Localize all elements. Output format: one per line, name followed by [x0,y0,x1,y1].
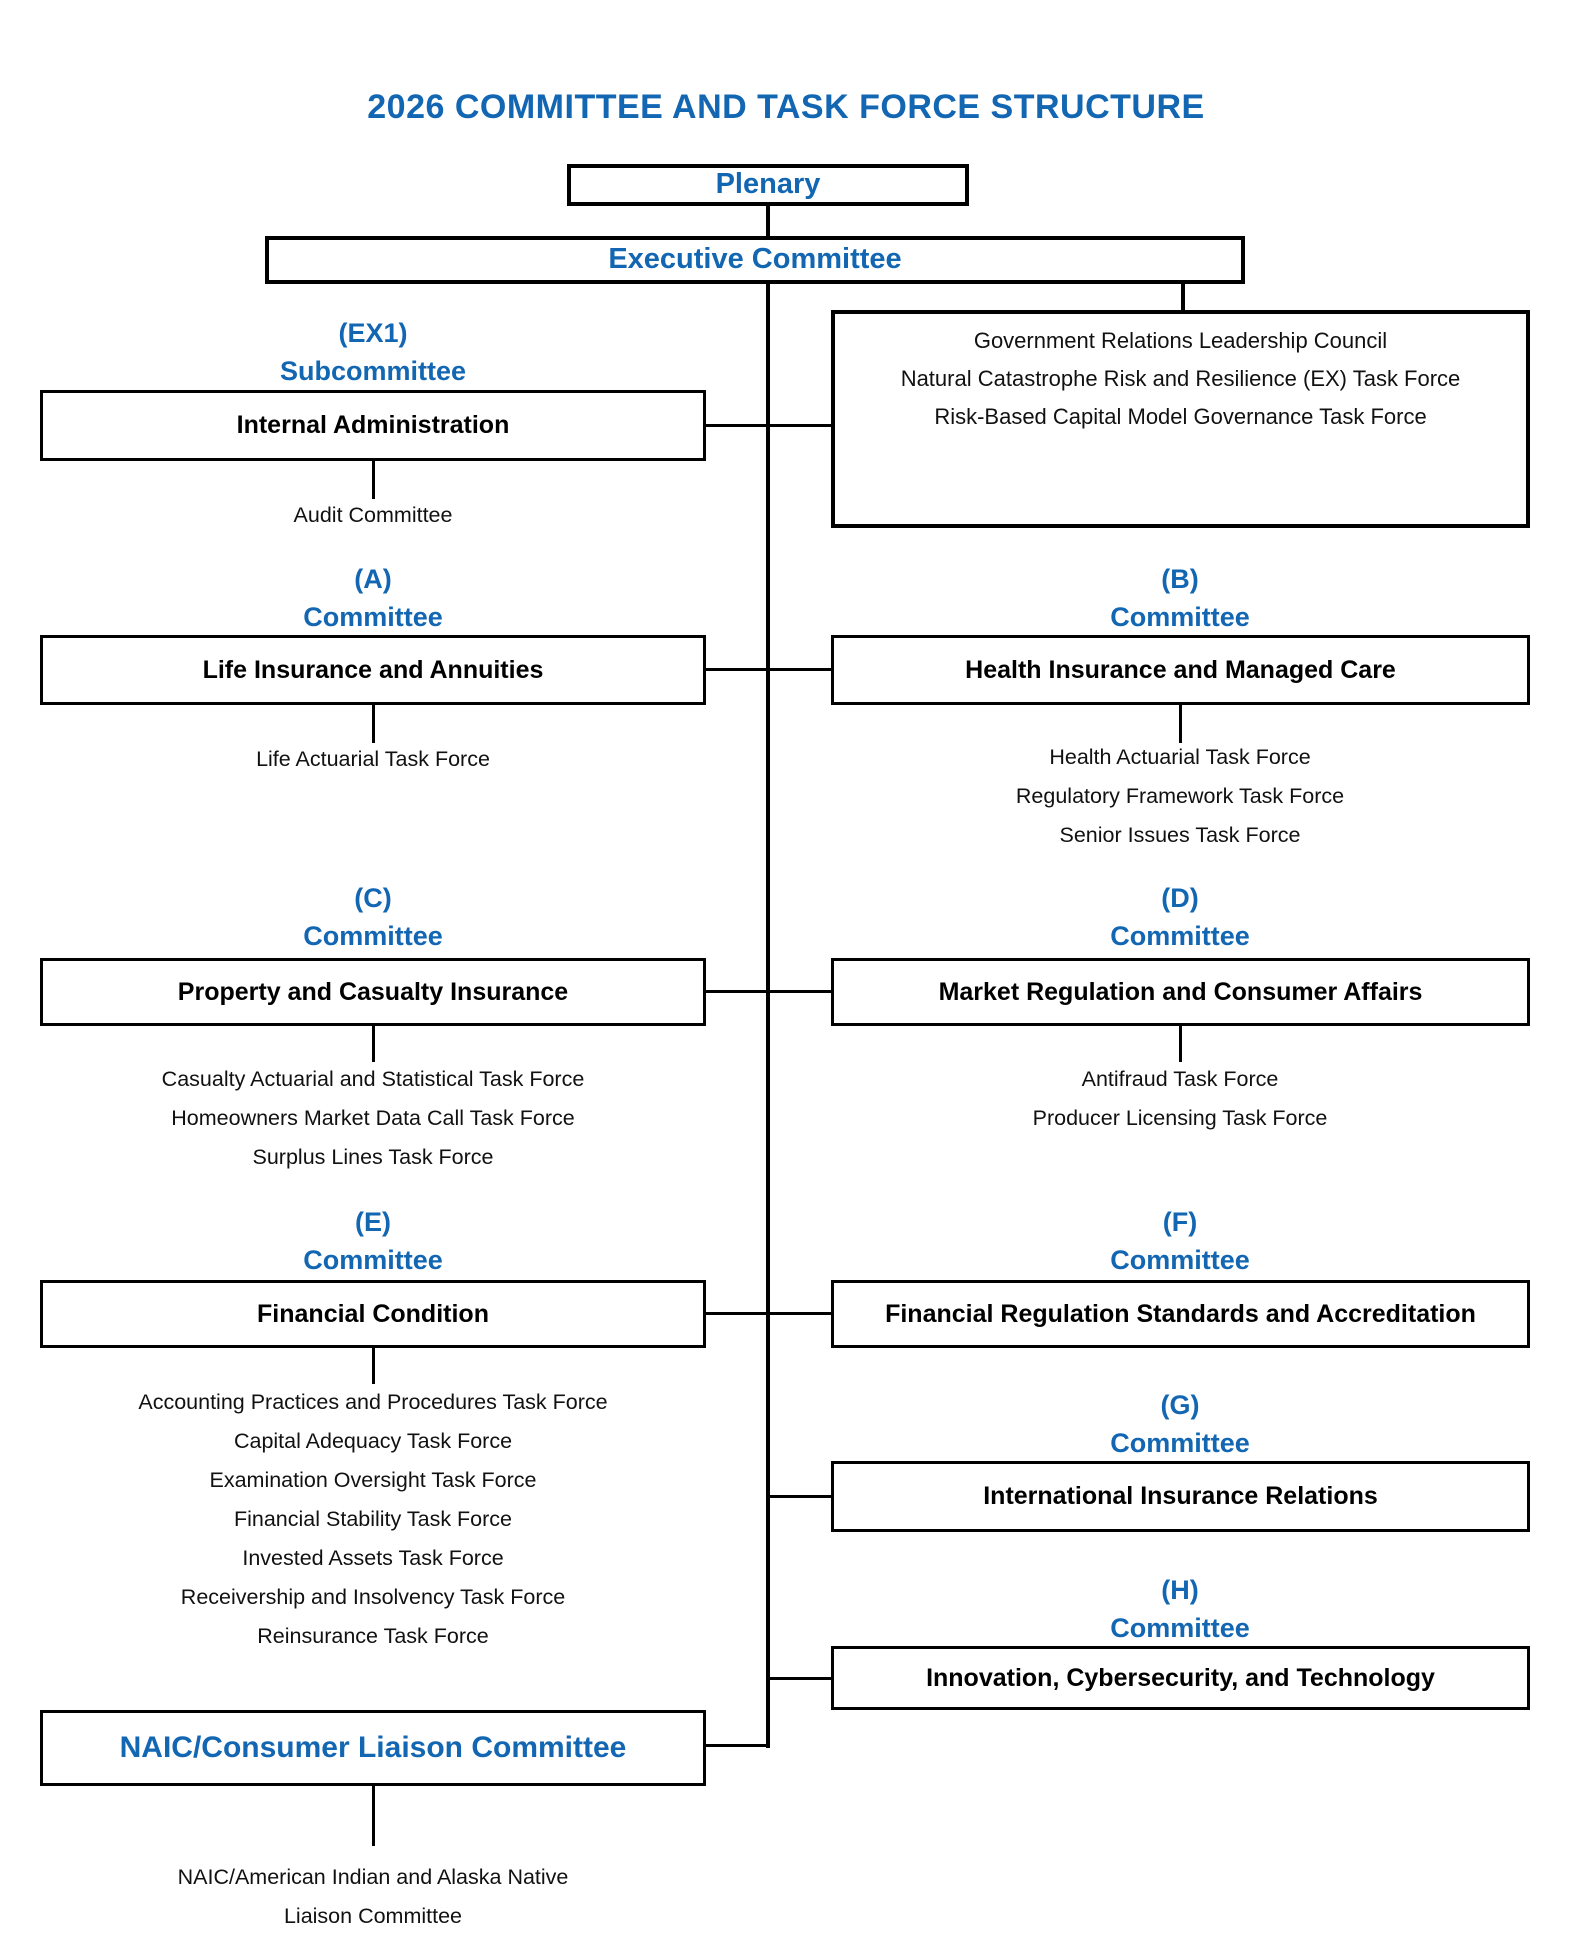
connector-row-pc-market [706,990,831,993]
list-item: Casualty Actuarial and Statistical Task Force [161,1067,585,1091]
list-item: Reinsurance Task Force [257,1624,489,1648]
health-insurance-box [831,635,1530,705]
consumer-liaison-box [40,1710,706,1786]
label-line: (G) [1160,1390,1200,1420]
connector-trunk [766,284,770,1748]
list-item: Audit Committee [293,503,453,527]
connector-row-internal-admin [706,424,831,427]
label-line: Committee [1110,602,1250,632]
label-line: Committee [303,921,443,951]
label-line: Subcommittee [279,356,467,386]
list-item: Government Relations Leadership Council [973,328,1388,353]
list-item: Health Actuarial Task Force [1049,745,1311,769]
connector-row-fincond-finreg [706,1312,831,1315]
label-g-committee [930,1386,1430,1462]
financial-regulation-standards-box [831,1280,1530,1348]
label-line: Committee [1110,1245,1250,1275]
internal-admin-task-list [123,496,623,535]
connector-pc-children [372,1026,375,1062]
label-line: (B) [1161,564,1199,594]
connector-executive-council [1181,284,1185,311]
connector-plenary-executive [766,206,770,237]
fincond-task-list [73,1383,673,1656]
connector-row-consumer [706,1744,770,1747]
connector-row-life-health [706,668,831,671]
label-f-committee [930,1203,1430,1279]
label-line: (C) [354,883,392,913]
executive-direct-groups-box [831,310,1530,528]
innovation-cybersecurity-label: Innovation, Cybersecurity, and Technology [926,1663,1435,1692]
consumer-liaison-child-list [123,1858,623,1936]
label-line: (D) [1161,883,1199,913]
financial-condition-label: Financial Condition [257,1299,489,1328]
label-ex1-subcommittee [123,314,623,390]
financial-regulation-standards-label: Financial Regulation Standards and Accreditation [885,1299,1476,1328]
list-item: Producer Licensing Task Force [1032,1106,1328,1130]
label-line: (EX1) [338,318,408,348]
executive-committee-box [265,236,1245,284]
label-c-committee [123,879,623,955]
market-regulation-label: Market Regulation and Consumer Affairs [938,977,1423,1006]
health-insurance-label: Health Insurance and Managed Care [965,655,1396,684]
list-item: Antifraud Task Force [1081,1067,1279,1091]
market-task-list [930,1060,1430,1138]
label-line: Committee [1110,1613,1250,1643]
label-line: (F) [1162,1207,1198,1237]
label-line: Committee [1110,921,1250,951]
list-item: Liaison Committee [283,1904,463,1928]
label-d-committee [930,879,1430,955]
page-title: 2026 COMMITTEE AND TASK FORCE STRUCTURE [367,88,1205,126]
label-line: Committee [1110,1428,1250,1458]
innovation-cybersecurity-box [831,1646,1530,1710]
property-casualty-box [40,958,706,1026]
list-item: Regulatory Framework Task Force [1015,784,1345,808]
connector-row-intl [768,1495,831,1498]
connector-market-children [1179,1026,1182,1062]
connector-row-innovation [768,1677,831,1680]
list-item: Surplus Lines Task Force [252,1145,494,1169]
list-item: Homeowners Market Data Call Task Force [171,1106,575,1130]
list-item: Risk-Based Capital Model Governance Task Force [934,404,1427,429]
consumer-liaison-label: NAIC/Consumer Liaison Committee [119,1730,627,1764]
plenary-label: Plenary [715,168,821,201]
label-line: (A) [354,564,392,594]
list-item: Life Actuarial Task Force [256,747,490,771]
list-item: Natural Catastrophe Risk and Resilience (EX) Task Force [900,366,1461,391]
list-item: Accounting Practices and Procedures Task Force [138,1390,608,1414]
label-line: (H) [1161,1575,1199,1605]
connector-internal-admin-children [372,461,375,499]
list-item: Receivership and Insolvency Task Force [180,1585,566,1609]
label-h-committee [930,1571,1430,1647]
health-task-list [930,738,1430,855]
connector-life-children [372,705,375,743]
executive-direct-groups-list [835,314,1526,436]
life-insurance-label: Life Insurance and Annuities [202,655,544,684]
list-item: Senior Issues Task Force [1059,823,1301,847]
list-item: Financial Stability Task Force [233,1507,513,1531]
list-item: NAIC/American Indian and Alaska Native [177,1865,569,1889]
plenary-box [567,164,969,206]
list-item: Examination Oversight Task Force [209,1468,537,1492]
label-line: Committee [303,602,443,632]
label-line: Committee [303,1245,443,1275]
life-task-list [123,740,623,779]
list-item: Capital Adequacy Task Force [233,1429,513,1453]
pc-task-list [73,1060,673,1177]
internal-administration-box [40,390,706,461]
label-b-committee [930,560,1430,636]
executive-committee-label: Executive Committee [608,243,902,276]
market-regulation-box [831,958,1530,1026]
financial-condition-box [40,1280,706,1348]
internal-administration-label: Internal Administration [236,411,510,440]
connector-fincond-children [372,1348,375,1384]
connector-consumer-children [372,1786,375,1846]
label-a-committee [123,560,623,636]
property-casualty-label: Property and Casualty Insurance [177,977,569,1006]
label-line: (E) [355,1207,391,1237]
international-insurance-label: International Insurance Relations [983,1482,1378,1511]
international-insurance-box [831,1461,1530,1532]
life-insurance-box [40,635,706,705]
label-e-committee [123,1203,623,1279]
list-item: Invested Assets Task Force [242,1546,504,1570]
